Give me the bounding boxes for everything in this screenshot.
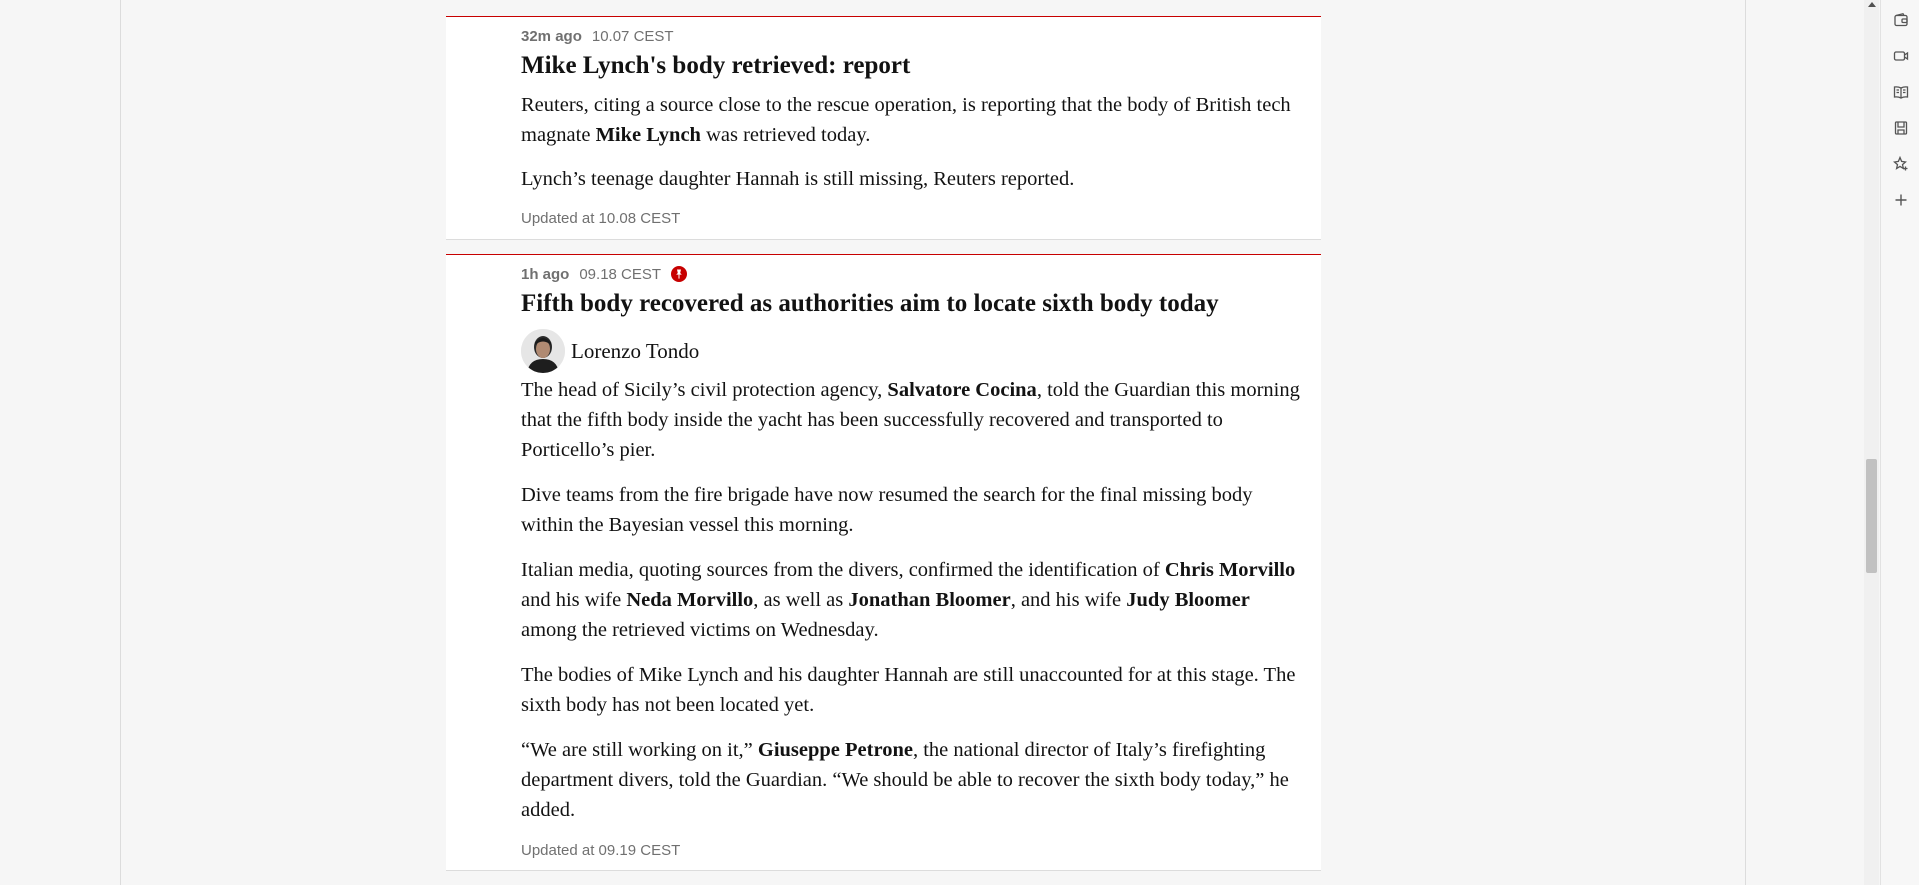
post-paragraph: “We are still working on it,” Giuseppe Petrone, the national director of Italy’s firefighting department divers, told the Guardian. “We should be able to recover the sixth body today,” he added. [521, 739, 1289, 821]
scrollbar-track[interactable] [1864, 0, 1879, 885]
post-paragraph: Dive teams from the fire brigade have now resumed the search for the final missing body within the Bayesian vessel this morning. [521, 484, 1253, 536]
live-post-1 [446, 16, 1321, 240]
updated-at: Updated at 10.08 CEST [521, 210, 681, 227]
copilot-icon[interactable] [1890, 153, 1912, 175]
bold-name: Giuseppe Petrone [757, 739, 913, 761]
post-headline: Fifth body recovered as authorities aim to locate sixth body today [521, 290, 1219, 317]
bold-name: Jonathan Bloomer [848, 589, 1011, 611]
author-name[interactable]: Lorenzo Tondo [571, 338, 700, 363]
save-icon[interactable] [1890, 117, 1912, 139]
post-timestamp [521, 27, 1301, 45]
bold-name: Mike Lynch [595, 124, 701, 146]
bold-name: Chris Morvillo [1164, 559, 1296, 581]
post-time: 09.18 CEST [579, 265, 662, 283]
live-blog-feed [446, 0, 1321, 885]
bold-name: Judy Bloomer [1126, 589, 1250, 611]
author-avatar [521, 329, 565, 373]
post-time: 10.07 CEST [591, 27, 674, 45]
bold-name: Neda Morvillo [626, 589, 754, 611]
updated-at: Updated at 09.19 CEST [521, 842, 681, 859]
video-icon[interactable] [1890, 45, 1912, 67]
post-paragraph: The head of Sicily’s civil protection agency, Salvatore Cocina, told the Guardian this morning that the fifth body inside the yacht has been successfully recovered and transported to Porticello’s pier. [521, 379, 1300, 461]
browser-sidebar [1880, 0, 1919, 885]
add-icon[interactable] [1890, 189, 1912, 211]
reading-list-icon[interactable] [1890, 81, 1912, 103]
scrollbar-thumb[interactable] [1866, 459, 1877, 573]
post-paragraph: The bodies of Mike Lynch and his daughter Hannah are still unaccounted for at this stage. The sixth body has not been located yet. [521, 664, 1296, 716]
time-ago[interactable]: 1h ago [521, 265, 570, 283]
post-paragraph: Lynch’s teenage daughter Hannah is still missing, Reuters reported. [521, 168, 1075, 190]
time-ago[interactable]: 32m ago [521, 27, 582, 45]
post-headline: Mike Lynch's body retrieved: report [521, 52, 911, 79]
byline[interactable] [521, 329, 1301, 373]
pinned-post-icon [671, 266, 687, 282]
bold-name: Salvatore Cocina [887, 379, 1037, 401]
scroll-up-arrow-icon[interactable] [1868, 2, 1876, 7]
live-post-2 [446, 254, 1321, 871]
wallet-icon[interactable] [1890, 9, 1912, 31]
post-paragraph: Italian media, quoting sources from the divers, confirmed the identification of Chris Morvillo and his wife Neda Morvillo, as well as Jonathan Bloomer, and his wife Judy Bloomer among the retrieved victims on Wednesday. [521, 559, 1296, 641]
post-timestamp [521, 265, 1301, 283]
post-paragraph: Reuters, citing a source close to the rescue operation, is reporting that the body of British tech magnate Mike Lynch was retrieved today. [521, 94, 1291, 146]
